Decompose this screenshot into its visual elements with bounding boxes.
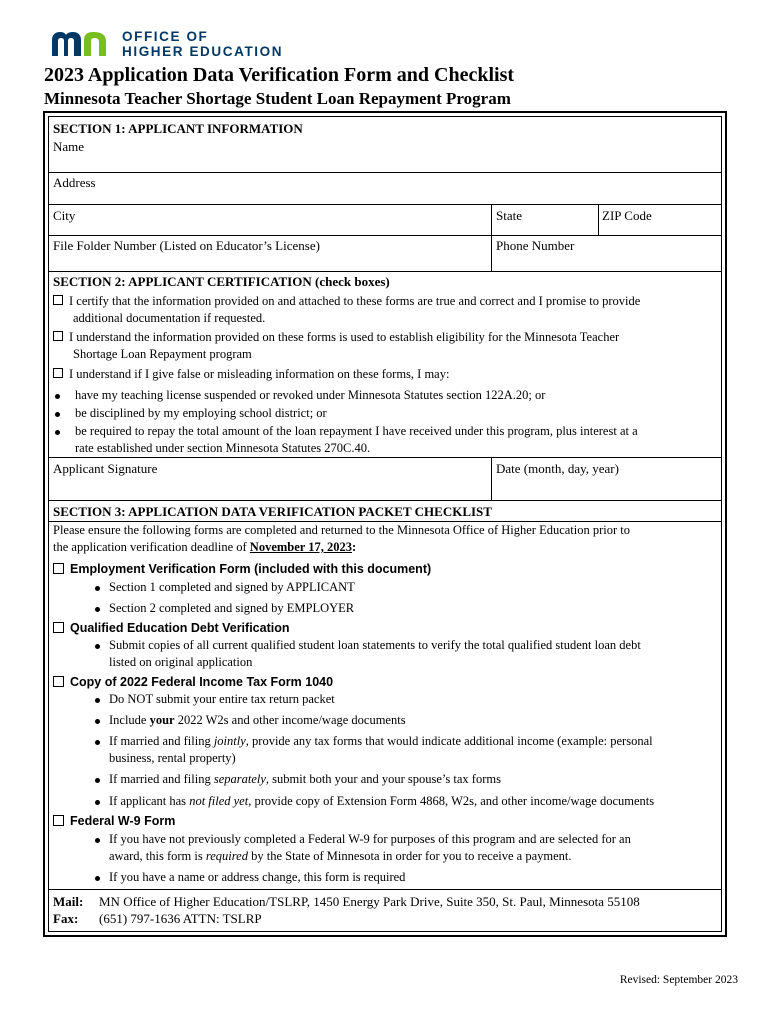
divider [491,457,492,500]
divider [49,889,721,890]
checkbox-icon[interactable] [53,815,64,826]
checklist-detail: If applicant has not filed yet, provide copy of Extension Form 4868, W2s, and other income/wage documents [109,794,655,808]
divider [49,172,721,173]
bullet-icon [55,412,60,417]
city-label: City [53,208,76,223]
checklist-detail: listed on original application [109,655,253,669]
checkbox-icon[interactable] [53,295,63,305]
divider [598,204,599,235]
file-folder-label: File Folder Number (Listed on Educator’s License) [53,238,320,253]
logo-line1: OFFICE OF [122,29,209,44]
checklist-detail: award, this form is required by the State of Minnesota in order for you to receive a payment. [109,849,572,863]
checkbox-icon[interactable] [53,563,64,574]
state-label: State [496,208,522,223]
section3-heading: SECTION 3: APPLICATION DATA VERIFICATION PACKET CHECKLIST [53,504,492,519]
certify-checkbox-1[interactable]: I certify that the information provided on and attached to these forms are true and correct and I promise to provide [53,293,640,310]
fax-number: (651) 797-1636 ATTN: TSLRP [99,911,262,926]
certify-checkbox-2[interactable]: I understand the information provided on these forms is used to establish eligibility for the Minnesota Teacher [53,329,619,346]
checklist-detail: If you have not previously completed a Federal W-9 for purposes of this program and are selected for an [109,832,631,846]
date-field[interactable]: Date (month, day, year) [496,461,619,476]
checklist-employment-verification[interactable]: Employment Verification Form (included with this document) [53,562,431,576]
checklist-detail: Section 2 completed and signed by EMPLOYER [109,601,355,615]
form-box [43,111,727,937]
bullet-icon [95,698,100,703]
ohe-logo [50,27,283,61]
checklist-education-debt[interactable]: Qualified Education Debt Verification [53,621,289,635]
bullet-icon [95,607,100,612]
checkbox-icon[interactable] [53,622,64,633]
checklist-detail: Submit copies of all current qualified student loan statements to verify the total qualified student loan debt [109,638,641,652]
bullet-icon [95,800,100,805]
bullet-icon [55,430,60,435]
consequence-item: be required to repay the total amount of the loan repayment I have received under this program, plus interest at a [75,424,638,438]
phone-label: Phone Number [496,238,575,253]
intro-text-deadline: the application verification deadline of November 17, 2023: [53,540,357,554]
mn-logo-icon [50,30,112,58]
bullet-icon [95,740,100,745]
checklist-detail: Do NOT submit your entire tax return packet [109,692,335,706]
consequence-item: be disciplined by my employing school district; or [75,406,327,420]
bullet-icon [95,644,100,649]
mail-label: Mail: [53,894,84,909]
checkbox-icon[interactable] [53,331,63,341]
divider [491,235,492,271]
deadline-date: November 17, 2023 [249,540,352,554]
checklist-detail: Include your 2022 W2s and other income/wage documents [109,713,406,727]
bullet-icon [55,394,60,399]
divider [49,457,721,458]
divider [491,204,492,235]
certify-text: Shortage Loan Repayment program [73,347,252,361]
checkbox-icon[interactable] [53,368,63,378]
certify-checkbox-3[interactable]: I understand if I give false or misleading information on these forms, I may: [53,366,449,383]
checklist-detail: If married and filing jointly, provide any tax forms that would indicate additional income (example: personal [109,734,653,748]
checklist-detail: business, rental property) [109,751,236,765]
divider [49,500,721,501]
section1-heading: SECTION 1: APPLICANT INFORMATION [53,121,303,136]
bullet-icon [95,586,100,591]
address-label: Address [53,175,96,190]
section2-heading: SECTION 2: APPLICANT CERTIFICATION (check boxes) [53,274,390,289]
mail-address: MN Office of Higher Education/TSLRP, 1450 Energy Park Drive, Suite 350, St. Paul, Minnesota 55108 [99,894,640,909]
checklist-detail: Section 1 completed and signed by APPLICANT [109,580,355,594]
logo-line2: HIGHER EDUCATION [122,44,284,59]
checkbox-icon[interactable] [53,676,64,687]
checklist-detail: If you have a name or address change, this form is required [109,870,406,884]
checklist-detail: If married and filing separately, submit both your and your spouse’s tax forms [109,772,501,786]
certify-text: additional documentation if requested. [73,311,266,325]
signature-field[interactable]: Applicant Signature [53,461,158,476]
revised-date: Revised: September 2023 [619,974,738,986]
zip-label: ZIP Code [602,208,652,223]
name-label: Name [53,139,85,154]
divider [49,271,721,272]
page-title: 2023 Application Data Verification Form and Checklist [44,64,515,86]
divider [49,204,721,205]
bullet-icon [95,838,100,843]
consequence-item: have my teaching license suspended or revoked under Minnesota Statutes section 122A.20; or [75,388,546,402]
fax-label: Fax: [53,911,79,926]
page-subtitle: Minnesota Teacher Shortage Student Loan Repayment Program [44,89,511,108]
intro-text: Please ensure the following forms are completed and returned to the Minnesota Office of Higher Education prior to [53,523,631,537]
bullet-icon [95,876,100,881]
consequence-item: rate established under section Minnesota Statutes 270C.40. [75,441,371,455]
divider [49,235,721,236]
bullet-icon [95,778,100,783]
form-inner [48,116,722,932]
checklist-w9-form[interactable]: Federal W-9 Form [53,814,175,828]
bullet-icon [95,719,100,724]
checklist-tax-form[interactable]: Copy of 2022 Federal Income Tax Form 1040 [53,675,333,689]
